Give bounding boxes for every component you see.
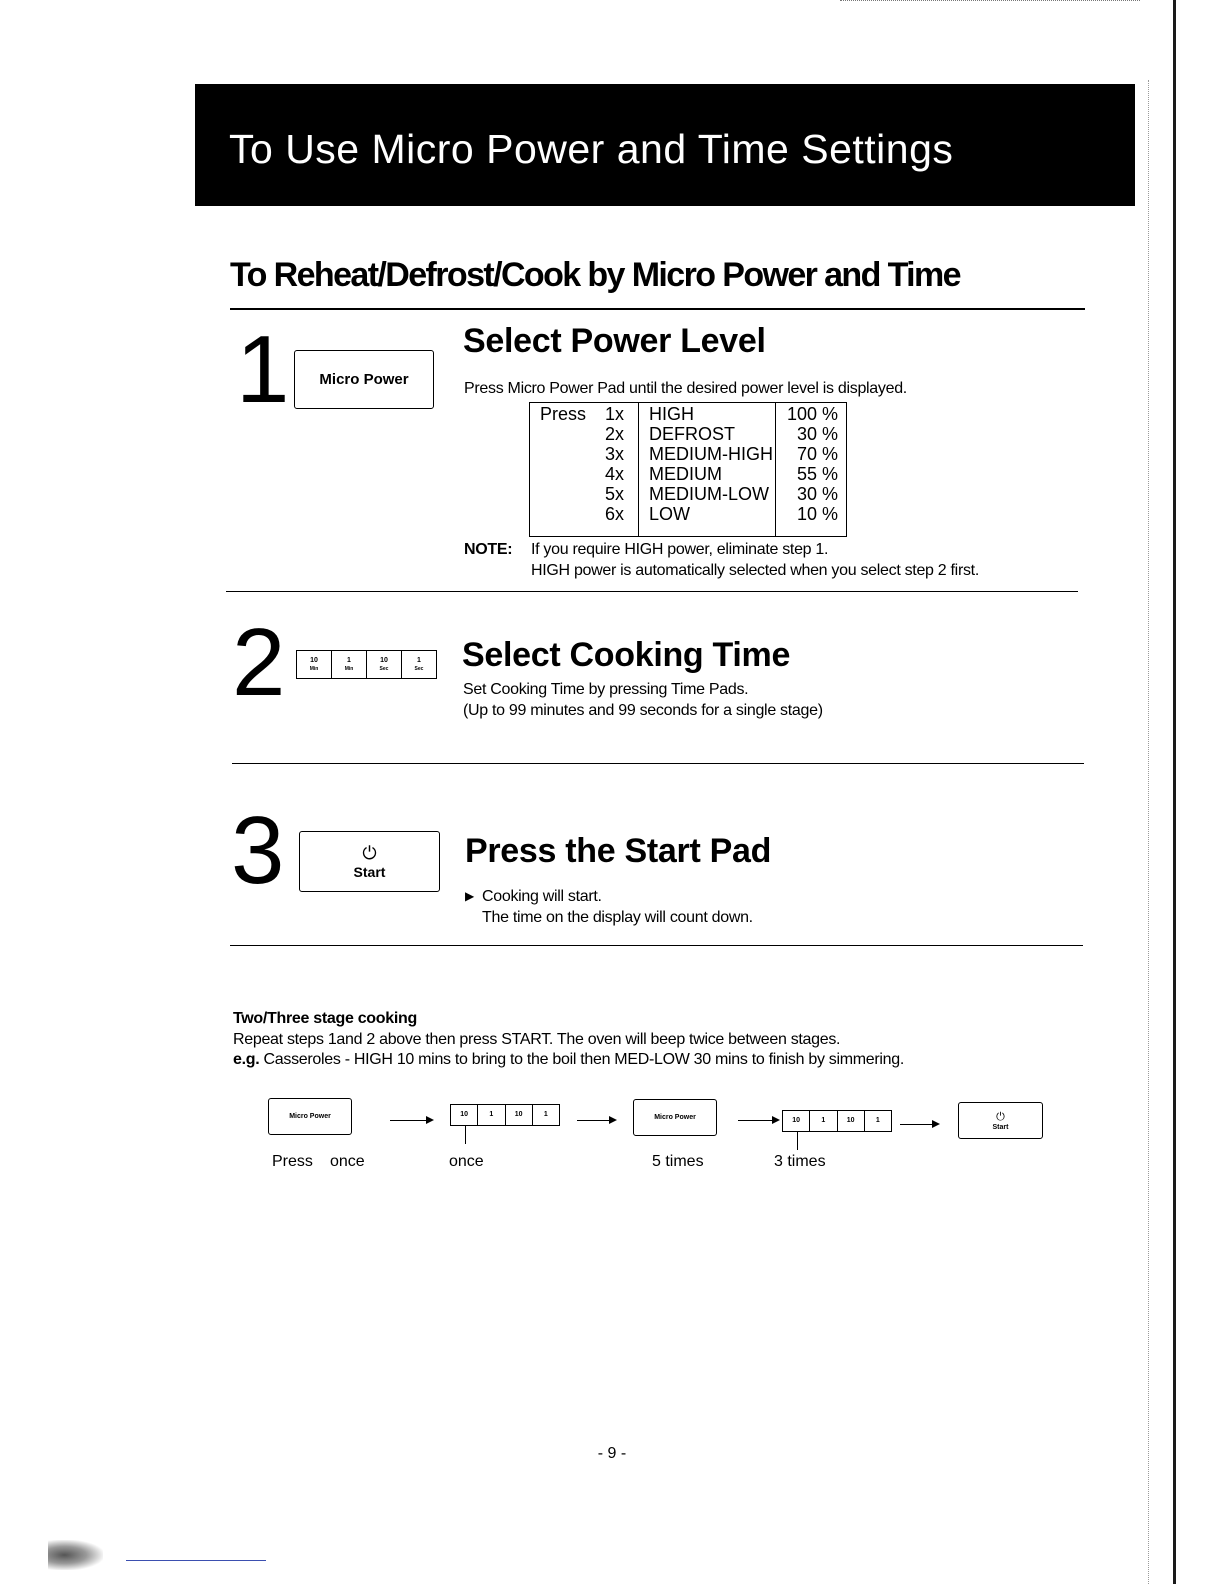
multistage-title: Two/Three stage cooking <box>233 1010 417 1027</box>
step-2-line: Set Cooking Time by pressing Time Pads. <box>463 681 749 698</box>
flow-label: 3 times <box>774 1153 826 1170</box>
power-level-table <box>529 402 847 537</box>
step-2-heading: Select Cooking Time <box>462 636 791 674</box>
flow-start-pad: ⏻ Start <box>958 1102 1043 1139</box>
time-pad-1-min: 1 Min <box>332 651 367 678</box>
flow-label: once <box>330 1153 365 1170</box>
scan-edge-dotted <box>1148 80 1149 1584</box>
scan-top-line <box>840 0 1140 1</box>
banner-title: To Use Micro Power and Time Settings <box>229 126 954 172</box>
step-3-line: Cooking will start. <box>482 888 602 905</box>
press-count: 4x <box>604 464 624 484</box>
micro-power-pad <box>294 350 434 409</box>
step-2-line: (Up to 99 minutes and 99 seconds for a single stage) <box>463 702 823 719</box>
note-line: If you require HIGH power, eliminate step 1. <box>531 541 829 558</box>
flow-label: once <box>449 1153 484 1170</box>
scan-blue-line <box>126 1560 266 1561</box>
power-percent: 70 % <box>796 444 838 464</box>
flow-micro-power-pad: Micro Power <box>268 1098 352 1135</box>
step-divider <box>226 591 1078 592</box>
multistage-example <box>233 1051 904 1069</box>
step-1-number: 1 <box>236 316 290 423</box>
page-number: - 9 - <box>597 1445 627 1462</box>
time-pad-10-min: 10 Min <box>297 651 332 678</box>
power-level-name: MEDIUM-LOW <box>649 484 769 504</box>
power-table-percent-column <box>776 403 846 536</box>
flow-label: Press <box>272 1153 313 1170</box>
power-table-level-column <box>639 403 776 536</box>
power-level-name: MEDIUM <box>649 464 722 484</box>
step-3-number: 3 <box>231 797 285 904</box>
time-pad-10-sec: 10 Sec <box>367 651 402 678</box>
time-pads <box>296 650 437 679</box>
step-divider <box>230 945 1083 946</box>
example-text: Casseroles - HIGH 10 mins to bring to the boil then MED-LOW 30 mins to finish by simmering. <box>259 1051 905 1068</box>
press-count: 2x <box>604 424 624 444</box>
title-banner <box>195 84 1135 206</box>
press-count: 1x <box>604 404 624 424</box>
note-label: NOTE: <box>464 541 513 558</box>
power-percent: 30 % <box>796 424 838 444</box>
multistage-line: Repeat steps 1and 2 above then press START. The oven will beep twice between stages. <box>233 1031 841 1048</box>
press-count: 6x <box>604 504 624 524</box>
flow-time-pads: 10 1 10 1 <box>450 1104 560 1126</box>
scan-corner-smudge <box>48 1540 103 1570</box>
power-percent: 10 % <box>796 504 838 524</box>
section-title: To Reheat/Defrost/Cook by Micro Power and Time <box>230 256 960 294</box>
flow-arrow <box>900 1124 938 1125</box>
start-pad-label: Start <box>353 864 386 880</box>
press-count: 3x <box>604 444 624 464</box>
step-1-instruction: Press Micro Power Pad until the desired power level is displayed. <box>464 380 907 397</box>
flow-arrow <box>738 1120 778 1121</box>
section-rule <box>230 308 1085 310</box>
power-percent: 55 % <box>796 464 838 484</box>
time-pad-1-sec: 1 Sec <box>414 656 424 672</box>
step-2-number: 2 <box>232 609 286 716</box>
power-level-name: HIGH <box>649 404 694 424</box>
micro-power-pad-label: Micro Power <box>319 371 409 388</box>
power-percent: 30 % <box>796 484 838 504</box>
power-table-press-column <box>530 403 639 536</box>
flow-micro-power-pad: Micro Power <box>633 1099 717 1136</box>
power-level-name: LOW <box>649 504 691 524</box>
flow-arrow <box>577 1120 615 1121</box>
power-level-name: MEDIUM-HIGH <box>649 444 773 464</box>
scan-edge-right <box>1173 0 1176 1584</box>
start-pad <box>299 831 440 892</box>
flow-time-pads: 10 1 10 1 <box>782 1110 892 1132</box>
step-divider <box>232 763 1084 764</box>
example-label: e.g. <box>233 1051 260 1068</box>
note-line: HIGH power is automatically selected when you select step 2 first. <box>531 562 979 579</box>
power-percent: 100 % <box>786 404 838 424</box>
flow-pointer <box>465 1126 466 1144</box>
flow-label: 5 times <box>652 1153 704 1170</box>
step-3-line: The time on the display will count down. <box>482 909 753 926</box>
press-label: Press <box>540 404 587 424</box>
step-1-heading: Select Power Level <box>463 322 766 360</box>
start-icon: ⏻ <box>362 843 377 863</box>
step-3-heading: Press the Start Pad <box>465 832 772 870</box>
bullet-arrow-icon: ▶ <box>465 889 474 903</box>
power-level-name: DEFROST <box>649 424 736 444</box>
flow-arrow <box>390 1120 432 1121</box>
flow-pointer <box>797 1132 798 1150</box>
press-count: 5x <box>604 484 624 504</box>
